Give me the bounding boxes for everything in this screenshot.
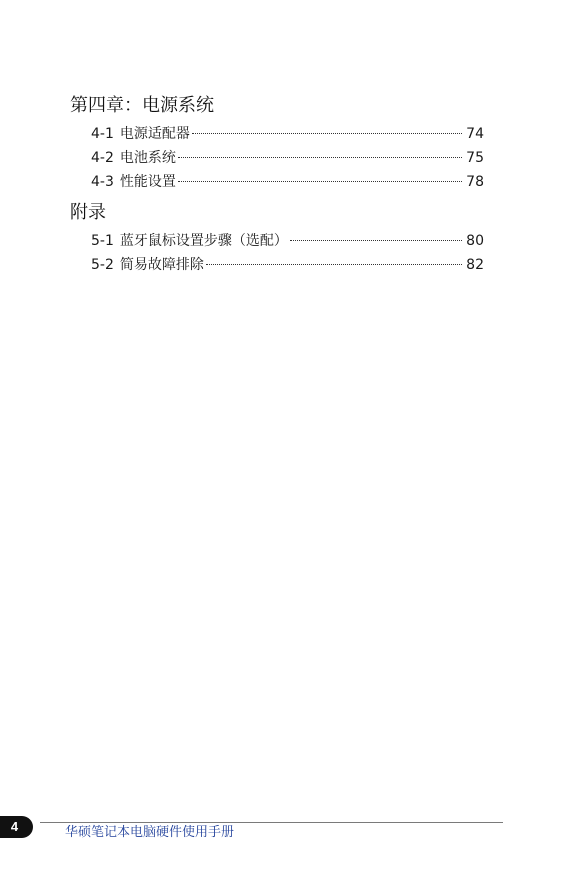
dot-leader [206,264,462,265]
toc-entry-list [70,122,484,194]
entry-page-number: 78 [466,174,484,190]
dot-leader [290,240,462,241]
entry-number: 4-1 [91,126,114,142]
toc-entry-list [70,229,484,277]
appendix-title: 附录 [70,202,106,223]
entry-label: 性能设置 [119,174,176,190]
entry-number: 4-2 [91,150,114,166]
page-number-tab: 4 [0,816,33,838]
toc-entry[interactable] [70,122,484,146]
entry-page-number: 74 [466,126,484,142]
entry-number: 4-3 [91,174,114,190]
entry-page-number: 82 [466,257,484,273]
dot-leader [178,181,462,182]
toc-entry[interactable] [70,146,484,170]
entry-label: 电池系统 [119,150,176,166]
entry-page-number: 80 [466,233,484,249]
entry-label: 蓝牙鼠标设置步骤（选配） [119,233,288,249]
toc-entry[interactable] [70,229,484,253]
entry-label: 电源适配器 [119,126,190,142]
chapter-title: 第四章：电源系统 [70,95,214,116]
footer-divider [40,822,503,823]
entry-label: 简易故障排除 [119,257,204,273]
toc-entry[interactable] [70,253,484,277]
footer-manual-title: 华硕笔记本电脑硬件使用手册 [65,825,235,840]
entry-number: 5-2 [91,257,114,273]
table-of-contents [70,94,484,277]
dot-leader [192,133,462,134]
toc-entry[interactable] [70,170,484,194]
dot-leader [178,157,462,158]
entry-page-number: 75 [466,150,484,166]
entry-number: 5-1 [91,233,114,249]
